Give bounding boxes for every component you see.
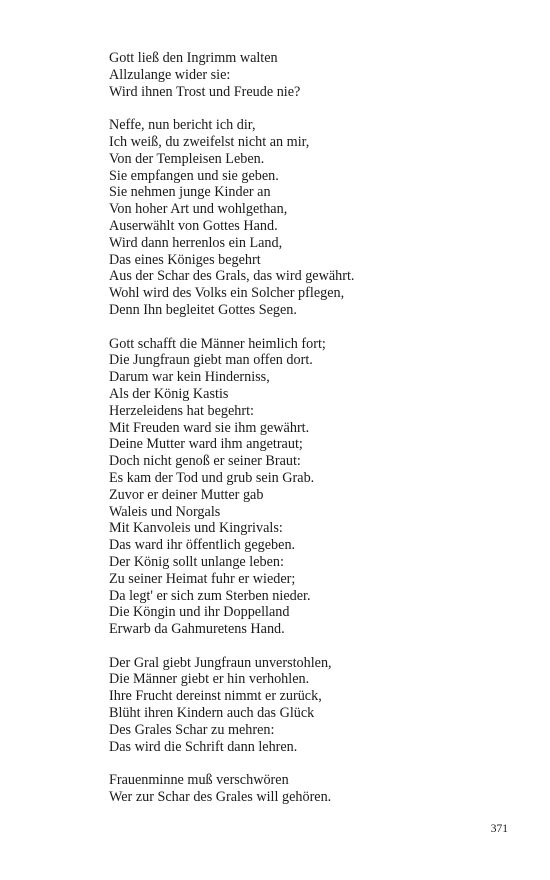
stanza [109,117,354,319]
verse-line: Die Köngin und ihr Doppelland [109,604,290,621]
verse-line: Allzulange wider sie: [109,66,231,83]
verse-line: Des Grales Schar zu mehren: [109,721,275,738]
verse-line: Darum war kein Hinderniss, [109,369,270,386]
verse-line: Die Männer giebt er hin verhohlen. [109,671,310,688]
verse-line: Blüht ihren Kindern auch das Glück [109,705,315,722]
verse-line: Gott schafft die Männer heimlich fort; [109,335,326,352]
verse-line: Als der König Kastis [109,385,229,402]
stanza [109,772,354,806]
verse-line: Da legt' er sich zum Sterben nieder. [109,587,311,604]
verse-line: Mit Kanvoleis und Kingrivals: [109,520,283,537]
verse-line: Das eines Königes begehrt [109,251,261,268]
verse-line: Doch nicht genoß er seiner Braut: [109,453,301,470]
verse-line: Von hoher Art und wohlgethan, [109,201,288,218]
verse-line: Wird dann herrenlos ein Land, [109,234,283,251]
verse-line: Wird ihnen Trost und Freude nie? [109,83,301,100]
verse-line: Ich weiß, du zweifelst nicht an mir, [109,133,310,150]
verse-line: Das wird die Schrift dann lehren. [109,738,298,755]
verse-line: Erwarb da Gahmuretens Hand. [109,621,285,638]
verse-line: Die Jungfraun giebt man offen dort. [109,352,313,369]
verse-line: Von der Templeisen Leben. [109,150,265,167]
verse-line: Deine Mutter ward ihm angetraut; [109,436,303,453]
verse-line: Wohl wird des Volks ein Solcher pflegen, [109,285,345,302]
verse-line: Mit Freuden ward sie ihm gewährt. [109,419,310,436]
verse-line: Frauenminne muß verschwören [109,772,289,789]
verse-line: Waleis und Norgals [109,503,221,520]
verse-line: Zu seiner Heimat fuhr er wieder; [109,570,296,587]
page-number: 371 [490,823,508,835]
poem-text [109,50,354,806]
stanza [109,655,354,756]
verse-line: Das ward ihr öffentlich gegeben. [109,537,296,554]
verse-line: Herzeleidens hat begehrt: [109,402,254,419]
verse-line: Ihre Frucht dereinst nimmt er zurück, [109,688,322,705]
verse-line: Der Gral giebt Jungfraun unverstohlen, [109,654,332,671]
verse-line: Gott ließ den Ingrimm walten [109,50,278,66]
verse-line: Neffe, nun bericht ich dir, [109,117,256,134]
stanza [109,336,354,638]
verse-line: Wer zur Schar des Grales will gehören. [109,789,332,806]
verse-line: Auserwählt von Gottes Hand. [109,217,278,234]
stanza [109,50,354,100]
verse-line: Der König sollt unlange leben: [109,553,284,570]
verse-line: Denn Ihn begleitet Gottes Segen. [109,301,297,318]
verse-line: Sie empfangen und sie geben. [109,167,279,184]
verse-line: Es kam der Tod und grub sein Grab. [109,469,315,486]
verse-line: Aus der Schar des Grals, das wird gewährt. [109,268,355,285]
verse-line: Zuvor er deiner Mutter gab [109,486,264,503]
verse-line: Sie nehmen junge Kinder an [109,184,271,201]
